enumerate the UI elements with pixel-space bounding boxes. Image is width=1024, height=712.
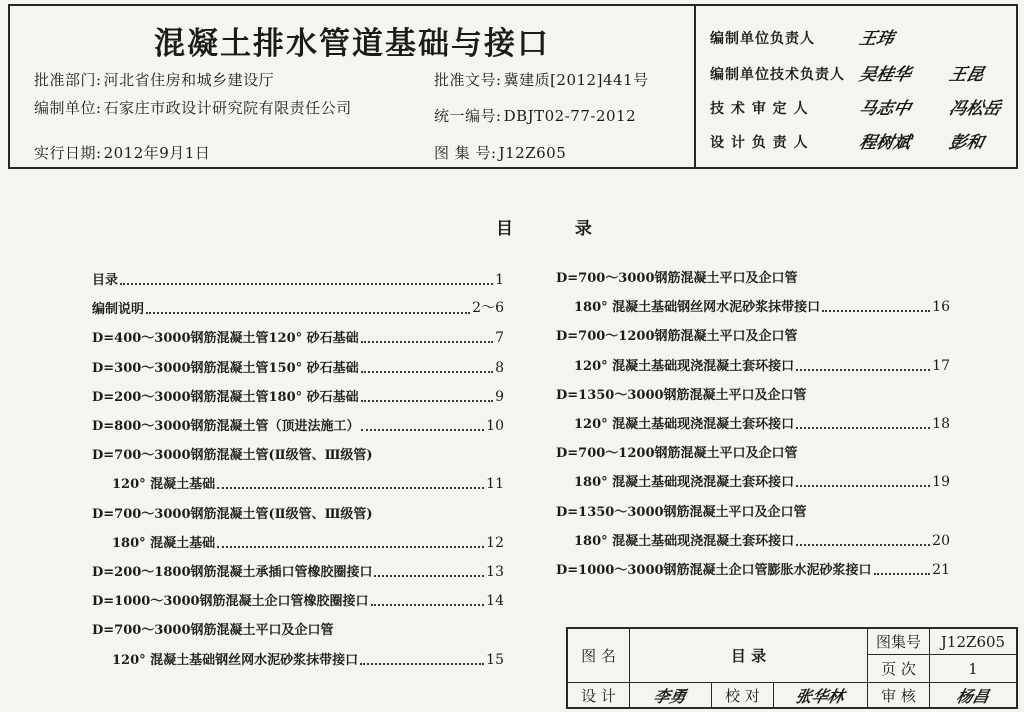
toc-entry (556, 441, 797, 461)
toc-entry-title: 120° 混凝土基础 (112, 477, 216, 493)
toc-entry-page: 17 (932, 357, 950, 374)
toc-entry-title: D=800～3000钢筋混凝土管（顶进法施工） (92, 419, 360, 434)
toc-entry-page: 20 (932, 532, 950, 549)
handwritten-signature: 王昆 (947, 65, 986, 85)
drawing-name-value: 目 录 (630, 629, 868, 683)
signature-row (710, 22, 1010, 52)
toc-leader-dots (120, 283, 493, 285)
signature-role: 设 计 负 责 人 (710, 135, 809, 151)
page-no-value: 1 (930, 655, 1016, 683)
page-no-label: 页 次 (868, 655, 930, 683)
approval-doc-value: 冀建质[2012]441号 (503, 71, 649, 89)
handwritten-signature: 彭和 (947, 133, 986, 153)
approval-dept-label: 批准部门: (34, 71, 102, 89)
toc-entry (556, 558, 950, 578)
toc-heading: 目 录 (496, 219, 620, 239)
toc-leader-dots (361, 429, 484, 431)
toc-entry-title: 120° 混凝土基础现浇混凝土套环接口 (574, 358, 795, 374)
toc-entry (92, 268, 504, 288)
signature-row (710, 58, 1010, 88)
signature-role: 编制单位负责人 (710, 31, 815, 47)
toc-leader-dots (371, 604, 485, 606)
review-signature (930, 683, 1016, 707)
toc-entry (112, 472, 504, 492)
toc-entry-page: 1 (495, 272, 504, 288)
toc-leader-dots (360, 663, 484, 665)
toc-entry-title: D=700～3000钢筋混凝土平口及企口管 (556, 271, 798, 286)
toc-leader-dots (217, 487, 484, 489)
toc-leader-dots (874, 573, 931, 575)
toc-entry-title: D=700～1200钢筋混凝土平口及企口管 (556, 446, 798, 462)
toc-entry-title: D=200～1800钢筋混凝土承插口管橡胶圈接口 (92, 565, 373, 580)
toc-entry-page: 8 (495, 359, 504, 376)
document-title: 混凝土排水管道基础与接口 (154, 26, 550, 62)
signature-role: 编制单位技术负责人 (710, 67, 845, 83)
check-label: 校 对 (712, 683, 774, 707)
toc-leader-dots (822, 310, 930, 312)
drawing-name-label: 图 名 (568, 629, 630, 683)
toc-leader-dots (374, 575, 484, 577)
toc-entry (112, 648, 504, 668)
toc-entry-page: 21 (932, 562, 950, 578)
toc-entry-title: D=700～3000钢筋混凝土平口及企口管 (92, 623, 334, 639)
toc-entry (556, 324, 797, 344)
toc-entry-title: D=400～3000钢筋混凝土管120° 砂石基础 (92, 331, 359, 347)
toc-entry-title: D=300～3000钢筋混凝土管150° 砂石基础 (92, 360, 359, 376)
compile-unit (34, 97, 352, 118)
toc-entry-title: 编制说明 (92, 302, 145, 318)
toc-entry (574, 295, 950, 315)
toc-entry-page: 9 (495, 388, 504, 405)
header-info (10, 6, 694, 167)
title-block (566, 627, 1018, 709)
signature-row (710, 92, 1010, 122)
toc-entry (574, 470, 950, 490)
handwritten-signature: 程树斌 (857, 133, 913, 153)
toc-entry-page: 19 (932, 474, 950, 491)
toc-entry-title: 180° 混凝土基础现浇混凝土套环接口 (574, 533, 795, 549)
toc-entry-title: D=1000～3000钢筋混凝土企口管橡胶圈接口 (92, 594, 369, 610)
signature-row (710, 126, 1010, 156)
toc-entry (92, 356, 504, 376)
toc-entry (556, 500, 807, 520)
toc-entry (92, 560, 504, 580)
approval-dept (34, 69, 274, 90)
atlas-no-label-cell: 图集号 (868, 629, 930, 655)
toc-right-column (556, 266, 950, 591)
effective-date-label: 实行日期: (34, 144, 102, 162)
toc-entry-page: 2～6 (472, 300, 504, 317)
toc-leader-dots (361, 341, 493, 343)
toc-entry (556, 266, 797, 286)
toc-leader-dots (361, 400, 493, 402)
toc-entry (92, 297, 504, 317)
toc-entry (92, 618, 333, 638)
toc-entry-page: 13 (486, 564, 504, 580)
toc-entry (574, 412, 950, 432)
toc-leader-dots (796, 544, 930, 546)
check-signature (774, 683, 868, 707)
effective-date-value: 2012年9月1日 (103, 144, 211, 162)
toc-entry-title: 180° 混凝土基础 (112, 535, 216, 551)
toc-entry (574, 529, 950, 549)
toc-entry (92, 414, 504, 434)
toc-entry-page: 11 (486, 476, 504, 493)
handwritten-signature: 马志中 (857, 99, 913, 119)
toc-entry (92, 443, 373, 463)
handwritten-signature: 冯松岳 (947, 99, 1003, 119)
toc-entry-title: D=700～3000钢筋混凝土管(Ⅱ级管、Ⅲ级管) (92, 506, 373, 522)
toc-entry-title: 180° 混凝土基础钢丝网水泥砂浆抹带接口 (574, 300, 821, 316)
handwritten-signature: 吴桂华 (857, 65, 913, 85)
handwritten-signature: 杨昌 (954, 686, 991, 706)
toc-entry (92, 589, 504, 609)
design-signature (630, 683, 712, 707)
handwritten-signature: 李勇 (652, 686, 689, 706)
effective-date (34, 142, 210, 163)
toc-leader-dots (796, 427, 930, 429)
signature-role: 技 术 审 定 人 (710, 101, 809, 117)
toc-entry-title: D=700～1200钢筋混凝土平口及企口管 (556, 329, 798, 345)
toc-entry-page: 16 (932, 299, 950, 316)
toc-entry-title: D=700～3000钢筋混凝土管(Ⅱ级管、Ⅲ级管) (92, 448, 373, 464)
atlas-no-label: 图 集 号: (434, 144, 497, 162)
toc-entry-title: 180° 混凝土基础现浇混凝土套环接口 (574, 475, 795, 491)
unified-no-value: DBJT02-77-2012 (503, 107, 637, 125)
toc-entry (556, 383, 807, 403)
toc-entry (92, 326, 504, 346)
atlas-no-value-cell: J12Z605 (930, 629, 1016, 655)
toc-entry (92, 385, 504, 405)
handwritten-signature: 张华林 (794, 686, 847, 706)
design-label: 设 计 (568, 683, 630, 707)
toc-entry-title: 120° 混凝土基础钢丝网水泥砂浆抹带接口 (112, 652, 359, 668)
toc-entry (92, 502, 373, 522)
review-label: 审 核 (868, 683, 930, 707)
toc-entry-title: 目录 (92, 273, 119, 288)
header-block (8, 4, 1018, 169)
toc-entry-page: 14 (486, 593, 504, 610)
approval-dept-value: 河北省住房和城乡建设厅 (103, 71, 275, 89)
toc-entry-title: D=1350～3000钢筋混凝土平口及企口管 (556, 387, 807, 403)
toc-leader-dots (361, 371, 493, 373)
toc-entry-title: D=1350～3000钢筋混凝土平口及企口管 (556, 504, 807, 520)
compile-unit-value: 石家庄市政设计研究院有限责任公司 (103, 99, 352, 117)
toc-entry-title: D=1000～3000钢筋混凝土企口管膨胀水泥砂浆接口 (556, 563, 872, 578)
approval-doc-label: 批准文号: (434, 71, 502, 89)
toc-entry-page: 7 (495, 330, 504, 347)
toc-entry-page: 15 (486, 651, 504, 668)
toc-entry-title: 120° 混凝土基础现浇混凝土套环接口 (574, 417, 795, 432)
approval-doc (434, 69, 649, 90)
toc-leader-dots (796, 369, 930, 371)
signature-panel (694, 6, 1016, 167)
toc-entry-page: 10 (486, 418, 504, 434)
toc-entry-title: D=200～3000钢筋混凝土管180° 砂石基础 (92, 389, 359, 405)
toc-left-column (92, 268, 504, 681)
compile-unit-label: 编制单位: (34, 99, 102, 117)
unified-no (434, 105, 636, 126)
toc-entry (112, 531, 504, 551)
unified-no-label: 统一编号: (434, 107, 502, 125)
toc-leader-dots (217, 546, 484, 548)
atlas-no (434, 142, 566, 163)
toc-entry (574, 354, 950, 374)
toc-leader-dots (796, 485, 930, 487)
toc-leader-dots (146, 312, 470, 314)
atlas-no-value: J12Z605 (498, 144, 567, 162)
toc-entry-page: 18 (932, 416, 950, 432)
toc-entry-page: 12 (486, 534, 504, 551)
handwritten-signature: 王玮 (857, 29, 896, 49)
